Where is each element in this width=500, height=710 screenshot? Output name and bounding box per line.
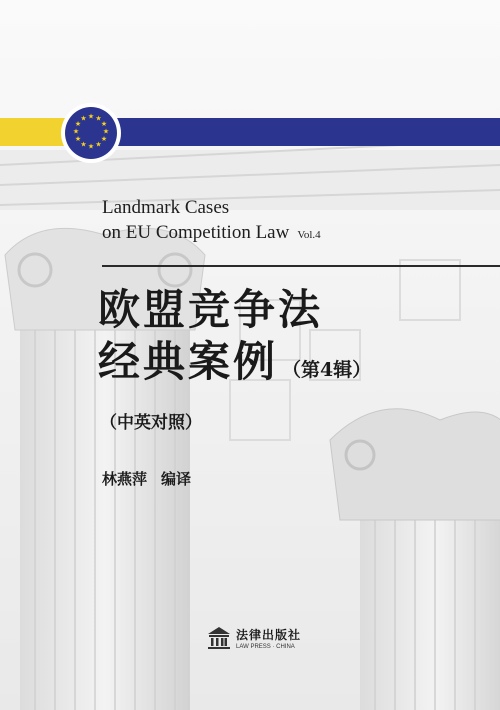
- svg-text:★: ★: [80, 140, 87, 149]
- svg-text:★: ★: [87, 142, 95, 151]
- english-subtitle: [102, 195, 321, 248]
- chinese-title-line2-wrap: [98, 336, 371, 396]
- blue-band: [112, 118, 500, 146]
- svg-text:★: ★: [100, 135, 108, 143]
- publisher-name-cn: 法律出版社: [236, 628, 302, 642]
- svg-text:★: ★: [95, 114, 102, 123]
- chinese-title-line2: 经典案例: [98, 337, 279, 386]
- chinese-title-line1: 欧盟竞争法: [98, 285, 324, 334]
- svg-text:★: ★: [74, 135, 82, 143]
- publisher-name-en: LAW PRESS · CHINA: [236, 644, 295, 650]
- author-role: 编译: [161, 470, 192, 488]
- author-line: [102, 468, 191, 489]
- eu-stars-emblem-icon: [60, 102, 122, 164]
- svg-text:★: ★: [102, 127, 110, 136]
- chinese-title: [98, 284, 371, 396]
- svg-text:★: ★: [80, 114, 87, 123]
- svg-text:★: ★: [95, 140, 102, 149]
- author-name: 林燕萍: [102, 470, 148, 488]
- english-subtitle-line2: [102, 220, 321, 248]
- svg-text:★: ★: [100, 120, 108, 128]
- bilingual-note: （中英对照）: [100, 413, 202, 433]
- english-subtitle-line2-text: on EU Competition Law: [102, 222, 290, 243]
- volume-label: Vol.4: [297, 229, 321, 241]
- svg-text:★: ★: [87, 112, 95, 121]
- english-subtitle-line1: Landmark Cases: [102, 197, 230, 218]
- svg-text:★: ★: [74, 120, 82, 128]
- series-label: （第4辑）: [282, 359, 372, 381]
- title-divider: [102, 265, 500, 267]
- law-press-logo-icon: [206, 626, 232, 650]
- publisher-text: [236, 626, 301, 650]
- publisher-block: [206, 626, 301, 650]
- svg-text:★: ★: [72, 127, 80, 136]
